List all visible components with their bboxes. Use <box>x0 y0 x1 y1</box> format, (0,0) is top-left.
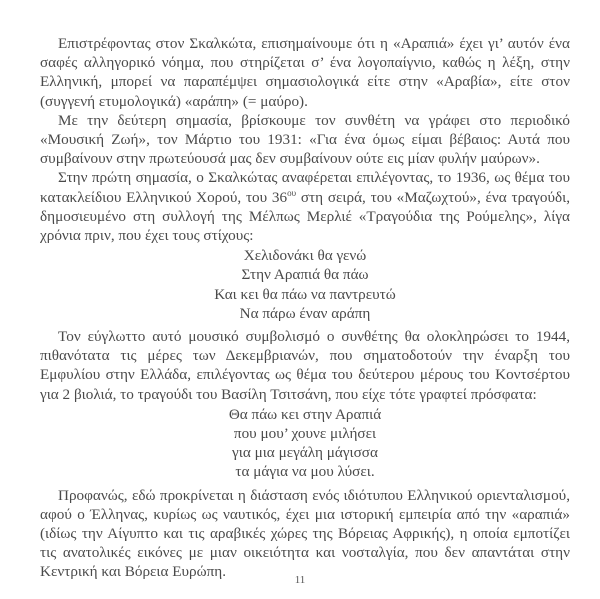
poem-line: Χελιδονάκι θα γενώ <box>243 247 367 265</box>
poem-line: που μου’ χουνε μιλήσει <box>233 425 377 443</box>
paragraph-3 <box>40 168 570 245</box>
poem-line: Και κει θα πάω να παντρευτώ <box>214 285 396 303</box>
poem-line: για μια μεγάλη μάγισσα <box>232 444 378 462</box>
paragraph-2: Με την δεύτερη σημασία, βρίσκουμε τον συνθέτη να γράφει στο περιοδικό «Μουσική Ζωή», τον Μάρτιο του 1931: «Για ένα όμως είμαι βέβαιος: Αυτά που συμβαίνουν στην πρωτεύουσά μας δεν συμβαίνουν ούτε εις μίαν φυλήν μαύρων». <box>40 111 570 168</box>
paragraph-3-text-before: Στην πρώτη σημασία, ο Σκαλκώτας αναφέρεται επιλέγοντας, το 1936, ως θέμα του κατακλείδιου Ελληνικού Χορού, του 36 <box>40 169 570 206</box>
poem-line: Να πάρω έναν αράπη <box>239 304 371 322</box>
poem-1 <box>40 246 570 323</box>
paragraph-4: Τον εύγλωττο αυτό μουσικό συμβολισμό ο συνθέτης θα ολοκληρώσει το 1944, πιθανότατα τις μέρες των Δεκεμβριανών, που σηματοδοτούν την έναρξη του Εμφυλίου στην Ελλάδα, επιλέγοντας ως θέμα του δεύτερου μέρους του Κοντσέρτου για 2 βιολιά, το τραγούδι του Βασίλη Τσιτσάνη, που είχε τότε γραφτεί πρόσφατα: <box>40 328 570 403</box>
poem-2 <box>40 405 570 482</box>
poem-line: Στην Αραπιά θα πάω <box>241 266 369 284</box>
page-number: 11 <box>294 574 306 586</box>
paragraph-3-text-after: στη σειρά, του «Μαζωχτού», ένα τραγούδι, δημοσιευμένο στη συλλογή της Μέλπως Μερλιέ «Τραγούδια της Ρούμελης», λίγα χρόνια πριν, που έχει τους στίχους: <box>40 188 571 245</box>
ordinal-superscript: ου <box>287 187 297 198</box>
poem-line: τα μάγια να μου λύσει. <box>235 463 375 481</box>
poem-line: Θα πάω κει στην Αραπιά <box>228 405 382 423</box>
paragraph-1: Επιστρέφοντας στον Σκαλκώτα, επισημαίνουμε ότι η «Αραπιά» έχει γι’ αυτόν ένα σαφές αλληγορικό νόημα, που στηρίζεται σ’ ένα λογοπαίγνιο, καθώς η λέξη, στην Ελληνική, μπορεί να παραπέμψει σημασιολογικά είτε στην «Αραβία», είτε στον (συγγενή ετυμολογικά) «αράπη» (= μαύρο). <box>40 35 570 110</box>
paragraph-5: Προφανώς, εδώ προκρίνεται η διάσταση ενός ιδιότυπου Ελληνικού οριενταλισμού, αφού ο Έλληνας, κυρίως ως ναυτικός, έχει μια ιστορική εμπειρία από την «αραπιά» (ιδίως την Αίγυπτο και τις αραβικές χώρες της Βόρειας Αφρικής), η οποία εμποτίζει τις ανατολικές εικόνες με μιαν οικειότητα και νοσταλγία, που δεν απαντάται στην Κεντρική και Βόρεια Ευρώπη. <box>40 486 570 581</box>
page-body <box>40 34 570 582</box>
